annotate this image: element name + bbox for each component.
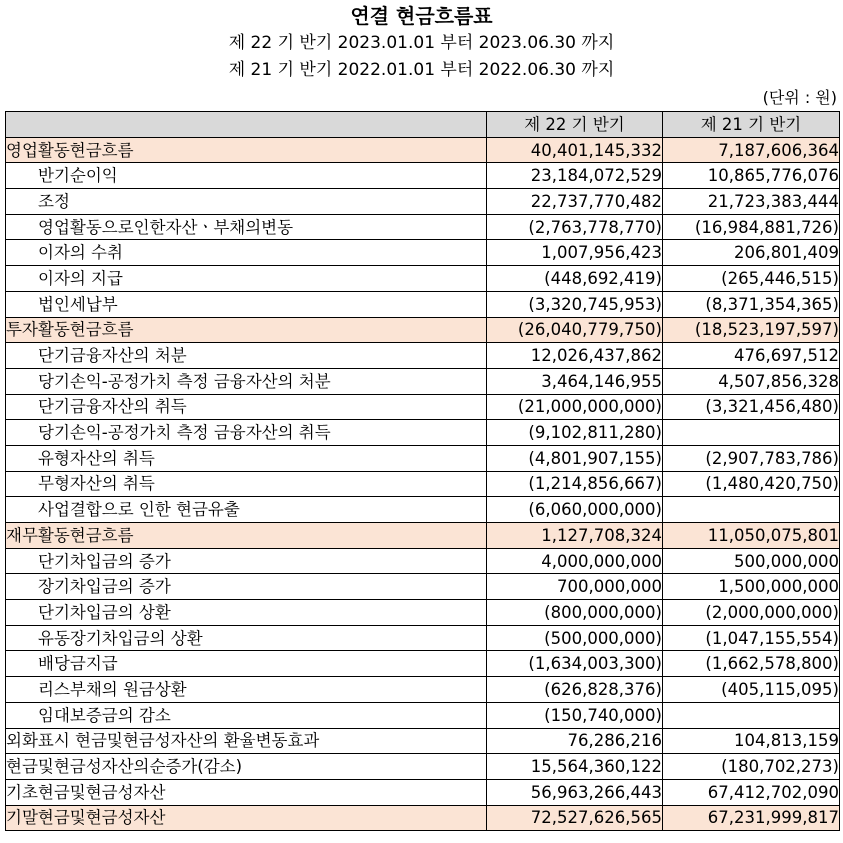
row-label: 기말현금및현금성자산 (6, 805, 487, 831)
row-previous-value: (1,480,420,750) (663, 471, 840, 497)
row-label: 단기금융자산의 취득 (6, 394, 487, 420)
row-previous-value: (8,371,354,365) (663, 291, 840, 317)
row-current-value: (500,000,000) (487, 625, 663, 651)
header-previous-period: 제 21 기 반기 (663, 112, 840, 138)
row-label: 무형자산의 취득 (6, 471, 487, 497)
row-current-value: 3,464,146,955 (487, 368, 663, 394)
period-current: 제 22 기 반기 2023.01.01 부터 2023.06.30 까지 (228, 33, 615, 53)
row-label: 단기금융자산의 처분 (6, 343, 487, 369)
row-previous-value: 476,697,512 (663, 343, 840, 369)
table-row (6, 677, 840, 703)
row-current-value: (3,320,745,953) (487, 291, 663, 317)
table-header-row (6, 112, 840, 138)
row-label: 법인세납부 (6, 291, 487, 317)
table-row (6, 702, 840, 728)
row-current-value: (1,214,856,667) (487, 471, 663, 497)
table-row (6, 651, 840, 677)
row-previous-value: 7,187,606,364 (663, 137, 840, 163)
row-previous-value: (405,115,095) (663, 677, 840, 703)
table-row (6, 343, 840, 369)
table-row (6, 163, 840, 189)
row-current-value: (150,740,000) (487, 702, 663, 728)
row-current-value: 700,000,000 (487, 574, 663, 600)
row-current-value: 72,527,626,565 (487, 805, 663, 831)
table-row (6, 728, 840, 754)
row-previous-value: (3,321,456,480) (663, 394, 840, 420)
row-previous-value: (2,907,783,786) (663, 445, 840, 471)
row-current-value: (448,692,419) (487, 266, 663, 292)
row-label: 투자활동현금흐름 (6, 317, 487, 343)
table-row (6, 240, 840, 266)
row-current-value: (626,828,376) (487, 677, 663, 703)
table-row (6, 625, 840, 651)
section-row-ending-cash (6, 805, 840, 831)
row-current-value: (6,060,000,000) (487, 497, 663, 523)
row-previous-value: 21,723,383,444 (663, 189, 840, 215)
table-row (6, 420, 840, 446)
header-label-cell (6, 112, 487, 138)
table-row (6, 394, 840, 420)
row-label: 임대보증금의 감소 (6, 702, 487, 728)
row-current-value: (9,102,811,280) (487, 420, 663, 446)
row-previous-value (663, 420, 840, 446)
row-previous-value: 104,813,159 (663, 728, 840, 754)
statement-title: 연결 현금흐름표 (350, 4, 493, 28)
row-previous-value: 11,050,075,801 (663, 523, 840, 549)
row-current-value: (26,040,779,750) (487, 317, 663, 343)
row-label: 유동장기차입금의 상환 (6, 625, 487, 651)
row-previous-value: 67,412,702,090 (663, 779, 840, 805)
unit-label: (단위 : 원) (762, 88, 837, 107)
row-previous-value: (1,662,578,800) (663, 651, 840, 677)
row-label: 반기순이익 (6, 163, 487, 189)
row-previous-value: (16,984,881,726) (663, 214, 840, 240)
table-row (6, 600, 840, 626)
table-row (6, 214, 840, 240)
section-row-operating (6, 137, 840, 163)
row-label: 단기차입금의 증가 (6, 548, 487, 574)
row-previous-value: (180,702,273) (663, 754, 840, 780)
row-current-value: 12,026,437,862 (487, 343, 663, 369)
header-current-period: 제 22 기 반기 (487, 112, 663, 138)
row-label: 장기차입금의 증가 (6, 574, 487, 600)
row-label: 당기손익-공정가치 측정 금융자산의 처분 (6, 368, 487, 394)
table-row (6, 445, 840, 471)
section-row-financing (6, 523, 840, 549)
row-label: 리스부채의 원금상환 (6, 677, 487, 703)
table-row (6, 548, 840, 574)
row-previous-value: 500,000,000 (663, 548, 840, 574)
row-label: 외화표시 현금및현금성자산의 환율변동효과 (6, 728, 487, 754)
table-row (6, 754, 840, 780)
row-previous-value: 67,231,999,817 (663, 805, 840, 831)
row-current-value: (21,000,000,000) (487, 394, 663, 420)
row-label: 사업결합으로 인한 현금유출 (6, 497, 487, 523)
row-previous-value: (1,047,155,554) (663, 625, 840, 651)
row-current-value: (1,634,003,300) (487, 651, 663, 677)
row-current-value: 15,564,360,122 (487, 754, 663, 780)
row-current-value: (2,763,778,770) (487, 214, 663, 240)
row-current-value: 23,184,072,529 (487, 163, 663, 189)
row-current-value: 1,127,708,324 (487, 523, 663, 549)
row-previous-value (663, 497, 840, 523)
cash-flow-table (5, 111, 840, 831)
row-label: 재무활동현금흐름 (6, 523, 487, 549)
row-previous-value: 206,801,409 (663, 240, 840, 266)
row-label: 유형자산의 취득 (6, 445, 487, 471)
table-row (6, 368, 840, 394)
section-row-investing (6, 317, 840, 343)
row-current-value: (4,801,907,155) (487, 445, 663, 471)
table-row (6, 291, 840, 317)
row-previous-value: (2,000,000,000) (663, 600, 840, 626)
table-row (6, 471, 840, 497)
row-current-value: (800,000,000) (487, 600, 663, 626)
row-label: 배당금지급 (6, 651, 487, 677)
row-label: 이자의 지급 (6, 266, 487, 292)
row-previous-value: 10,865,776,076 (663, 163, 840, 189)
table-row (6, 497, 840, 523)
period-previous: 제 21 기 반기 2022.01.01 부터 2022.06.30 까지 (228, 60, 615, 80)
row-current-value: 56,963,266,443 (487, 779, 663, 805)
row-label: 영업활동현금흐름 (6, 137, 487, 163)
row-label: 당기손익-공정가치 측정 금융자산의 취득 (6, 420, 487, 446)
table-row (6, 779, 840, 805)
row-current-value: 1,007,956,423 (487, 240, 663, 266)
row-current-value: 4,000,000,000 (487, 548, 663, 574)
table-row (6, 189, 840, 215)
row-label: 영업활동으로인한자산ㆍ부채의변동 (6, 214, 487, 240)
table-row (6, 574, 840, 600)
row-previous-value: 1,500,000,000 (663, 574, 840, 600)
row-label: 단기차입금의 상환 (6, 600, 487, 626)
row-label: 현금및현금성자산의순증가(감소) (6, 754, 487, 780)
row-previous-value: (18,523,197,597) (663, 317, 840, 343)
row-previous-value: 4,507,856,328 (663, 368, 840, 394)
row-previous-value: (265,446,515) (663, 266, 840, 292)
row-label: 이자의 수취 (6, 240, 487, 266)
table-row (6, 266, 840, 292)
row-previous-value (663, 702, 840, 728)
row-current-value: 22,737,770,482 (487, 189, 663, 215)
row-current-value: 76,286,216 (487, 728, 663, 754)
row-label: 조정 (6, 189, 487, 215)
row-current-value: 40,401,145,332 (487, 137, 663, 163)
row-label: 기초현금및현금성자산 (6, 779, 487, 805)
